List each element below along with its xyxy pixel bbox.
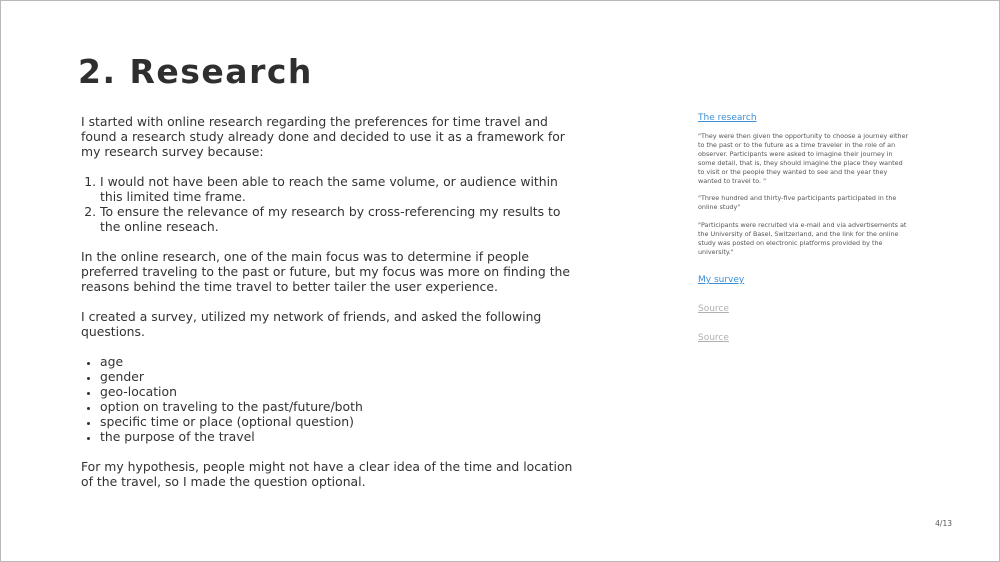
hypothesis-paragraph: For my hypothesis, people might not have a clear idea of the time and location of the travel, so I made the question optional.	[81, 459, 573, 489]
research-quote: "Participants were recruited via e-mail and via advertisements at the University of Basel, Switzerland, and the link for the online study was posted on electronic platforms provided by the university."	[698, 221, 907, 256]
list-item: • the purpose of the travel	[100, 429, 581, 444]
list-item: • geo-location	[100, 384, 581, 399]
questions-list	[81, 354, 581, 444]
sidebar	[698, 112, 910, 344]
survey-link[interactable]: My survey	[698, 274, 745, 285]
list-item: • gender	[100, 369, 581, 384]
main-content	[81, 114, 581, 504]
page-title: 2. Research	[78, 52, 313, 91]
list-item: • specific time or place (optional question)	[100, 414, 581, 429]
list-item: • option on traveling to the past/future/both	[100, 399, 581, 414]
list-item: • age	[100, 354, 581, 369]
page-number: 4/13	[935, 519, 952, 528]
research-link[interactable]: The research	[698, 113, 757, 123]
research-quote: "They were then given the opportunity to choose a journey either to the past or to the future as a time traveler in the role of an observer. Participants were asked to imagine their journey in some detail, that is, they should imagine the place they wanted to visit or the people they wanted to see and the year they wanted to travel to. "	[698, 132, 909, 185]
research-quote: "Three hundred and thirty-five participants participated in the online study"	[698, 194, 897, 212]
focus-paragraph: In the online research, one of the main focus was to determine if people preferred traveling to the past or future, but my focus was more on finding the reasons behind the time travel to better tailer the user experience.	[81, 249, 571, 294]
list-item: 1. I would not have been able to reach the same volume, or audience within this limited time frame.	[100, 174, 581, 204]
list-item: 2. To ensure the relevance of my research by cross-referencing my results to the online reseach.	[100, 204, 581, 234]
reasons-list	[81, 174, 581, 234]
intro-paragraph: I started with online research regarding the preferences for time travel and found a research study already done and decided to use it as a framework for my research survey because:	[81, 114, 565, 159]
source-link[interactable]: Source	[698, 332, 729, 343]
source-link[interactable]: Source	[698, 303, 729, 314]
survey-paragraph: I created a survey, utilized my network of friends, and asked the following questions.	[81, 309, 542, 339]
